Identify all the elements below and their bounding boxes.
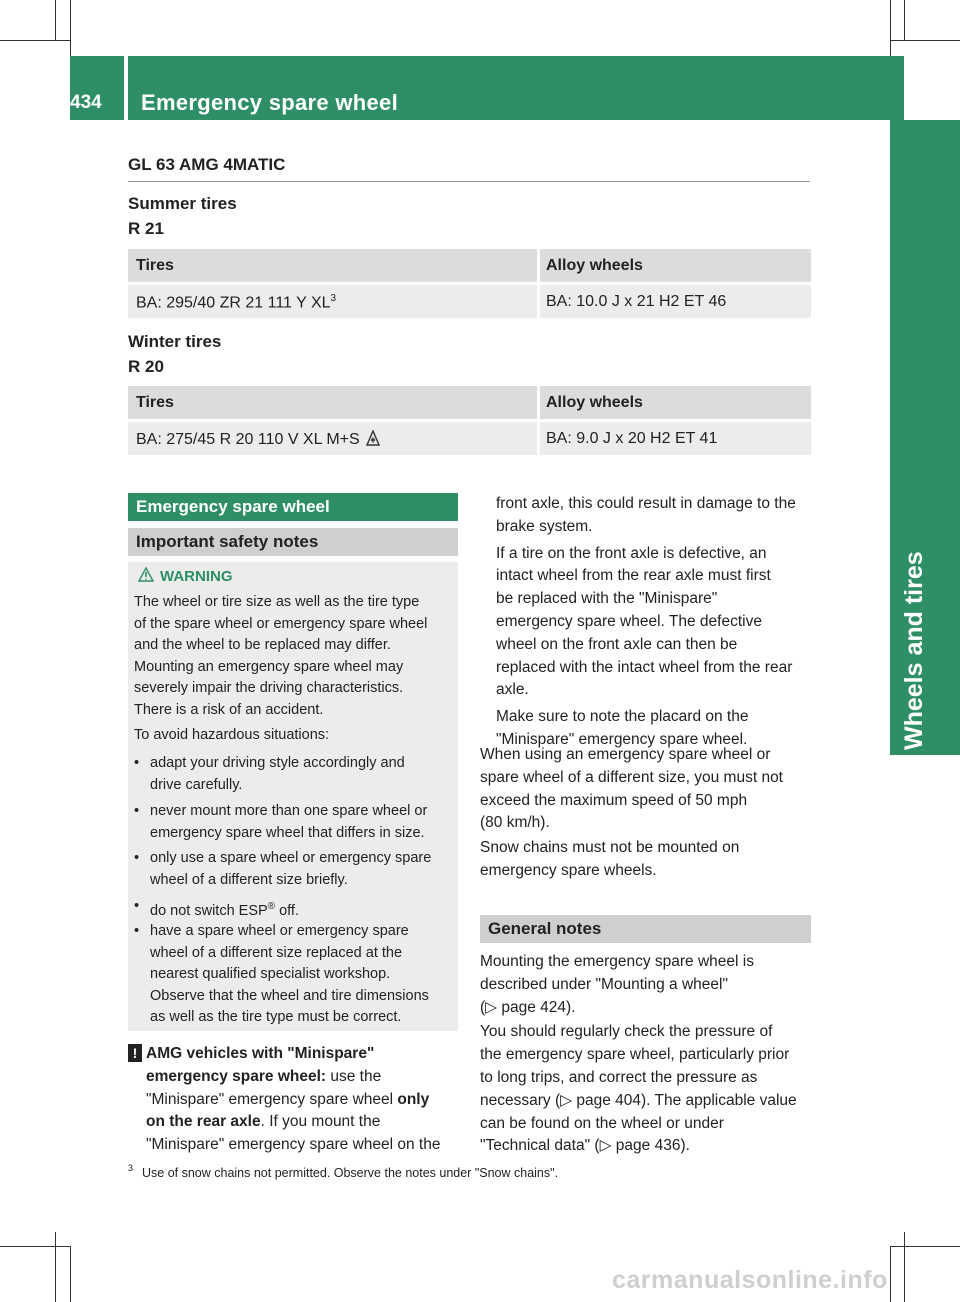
model-heading: GL 63 AMG 4MATIC — [128, 155, 810, 182]
column-header: Alloy wheels — [546, 394, 643, 411]
section-heading-general-notes: General notes — [480, 915, 811, 943]
crop-mark — [0, 1246, 70, 1247]
snowflake-mountain-icon — [366, 430, 380, 446]
crop-mark — [0, 40, 70, 41]
column-header: Alloy wheels — [546, 257, 643, 274]
summer-table-row — [128, 285, 811, 318]
crop-mark — [70, 0, 71, 56]
column-header: Tires — [136, 257, 174, 274]
winter-rim: R 20 — [128, 357, 164, 376]
winter-heading: Winter tires — [128, 332, 222, 351]
warning-avoid: To avoid hazardous situations: — [134, 727, 330, 743]
crop-mark — [890, 1246, 891, 1302]
winter-table-header — [128, 386, 811, 419]
section-heading-safety-notes: Important safety notes — [128, 528, 458, 556]
footnote-text: Use of snow chains not permitted. Observe the notes under "Snow chains". — [142, 1166, 559, 1180]
footnote-ref: 3 — [330, 293, 337, 304]
crop-mark — [904, 1232, 905, 1302]
table-cell: BA: 295/40 ZR 21 111 Y $XL^3$ — [136, 293, 337, 312]
summer-heading: Summer tires — [128, 194, 237, 213]
summer-table-header — [128, 249, 811, 282]
page-link[interactable]: necessary (▷ page 404). The applicable value — [480, 1091, 797, 1109]
crop-mark — [55, 0, 56, 40]
section-heading-emergency-spare-wheel: Emergency spare wheel — [128, 493, 458, 521]
warning-triangle-icon — [138, 567, 154, 583]
side-tab-label: Wheels and tires — [900, 551, 928, 750]
watermark: carmanualsonline.info — [612, 1266, 888, 1294]
amg-note-continued: front axle, this could result in damage to the brake system. If a tire on the front axle is defective, an intact wheel from the rear axle must first be replaced with the "Minispare" emergency spare wheel. The defective wheel on the front axle can then be replaced with the intact wheel from the rear axle. Make sure to note the placard on the "Minispare" emergency spare wheel. — [496, 495, 796, 748]
crop-mark — [890, 0, 891, 56]
crop-mark — [904, 0, 905, 40]
winter-table-row — [128, 422, 811, 455]
page-title: Emergency spare wheel — [141, 90, 398, 115]
table-cell: BA: 10.0 J x 21 H2 ET 46 — [546, 293, 727, 310]
crop-mark — [70, 1246, 71, 1302]
notice-icon: ! — [128, 1044, 142, 1062]
page-link[interactable]: (▷ page 424). — [480, 998, 576, 1016]
crop-mark — [890, 1246, 960, 1247]
page-number: 434 — [70, 92, 102, 113]
warning-box: WARNING The wheel or tire size as well as the tire type of the spare wheel or emergency spare wheel and the wheel to be replaced may differ. Mounting an emergency spare wheel may severely impair the driving characteristics. There is a risk of an accident. To avoid hazardous situations: • adapt your driving style accordingly and drive carefully. • never mount more than one spare wheel or emergency spare wheel that differs in size. • only use a spare wheel or emergency spare wheel of a different size briefly. • do not switch ESP® off. • have a spare wheel or emergency spare wheel of a different size replaced at the nearest qualified specialist workshop. Observe that the wheel and tire dimensions as well as the tire type must be correct. — [128, 562, 458, 1031]
footnote-number: 3 — [128, 1163, 134, 1173]
warning-heading: WARNING — [138, 568, 233, 585]
table-cell: BA: 275/45 R 20 110 V XL M+S — [136, 430, 380, 449]
crop-mark — [890, 40, 960, 41]
speed-paragraph: When using an emergency spare wheel or spare wheel of a different size, you must not exceed the maximum speed of 50 mph (80 km/h). Snow chains must not be mounted on emergency spare wheels. — [480, 746, 783, 879]
page-link[interactable]: "Technical data" (▷ page 436). — [480, 1137, 690, 1155]
summer-rim: R 21 — [128, 219, 164, 238]
table-cell: BA: 9.0 J x 20 H2 ET 41 — [546, 430, 718, 447]
general-notes-text: Mounting the emergency spare wheel is described under "Mounting a wheel" (▷ page 424). You should regularly check the pressure of the emergency spare wheel, particularly prior to long trips, and correct the pressure as necessary (▷ page 404). The applicable value can be found on the wheel or under "Technical data" (▷ page 436). — [480, 951, 812, 1158]
crop-mark — [55, 1232, 56, 1302]
column-header: Tires — [136, 394, 174, 411]
amg-note: AMG vehicles with "Minispare" emergency spare wheel: use the "Minispare" emergency spare wheel only on the rear axle. If you mount the "Minispare" emergency spare wheel on the — [146, 1045, 441, 1154]
warning-text: The wheel or tire size as well as the tire type of the spare wheel or emergency spare wheel and the wheel to be replaced may differ. Mounting an emergency spare wheel may severely impair the driving characteristics. There is a risk of an accident. — [134, 594, 428, 718]
